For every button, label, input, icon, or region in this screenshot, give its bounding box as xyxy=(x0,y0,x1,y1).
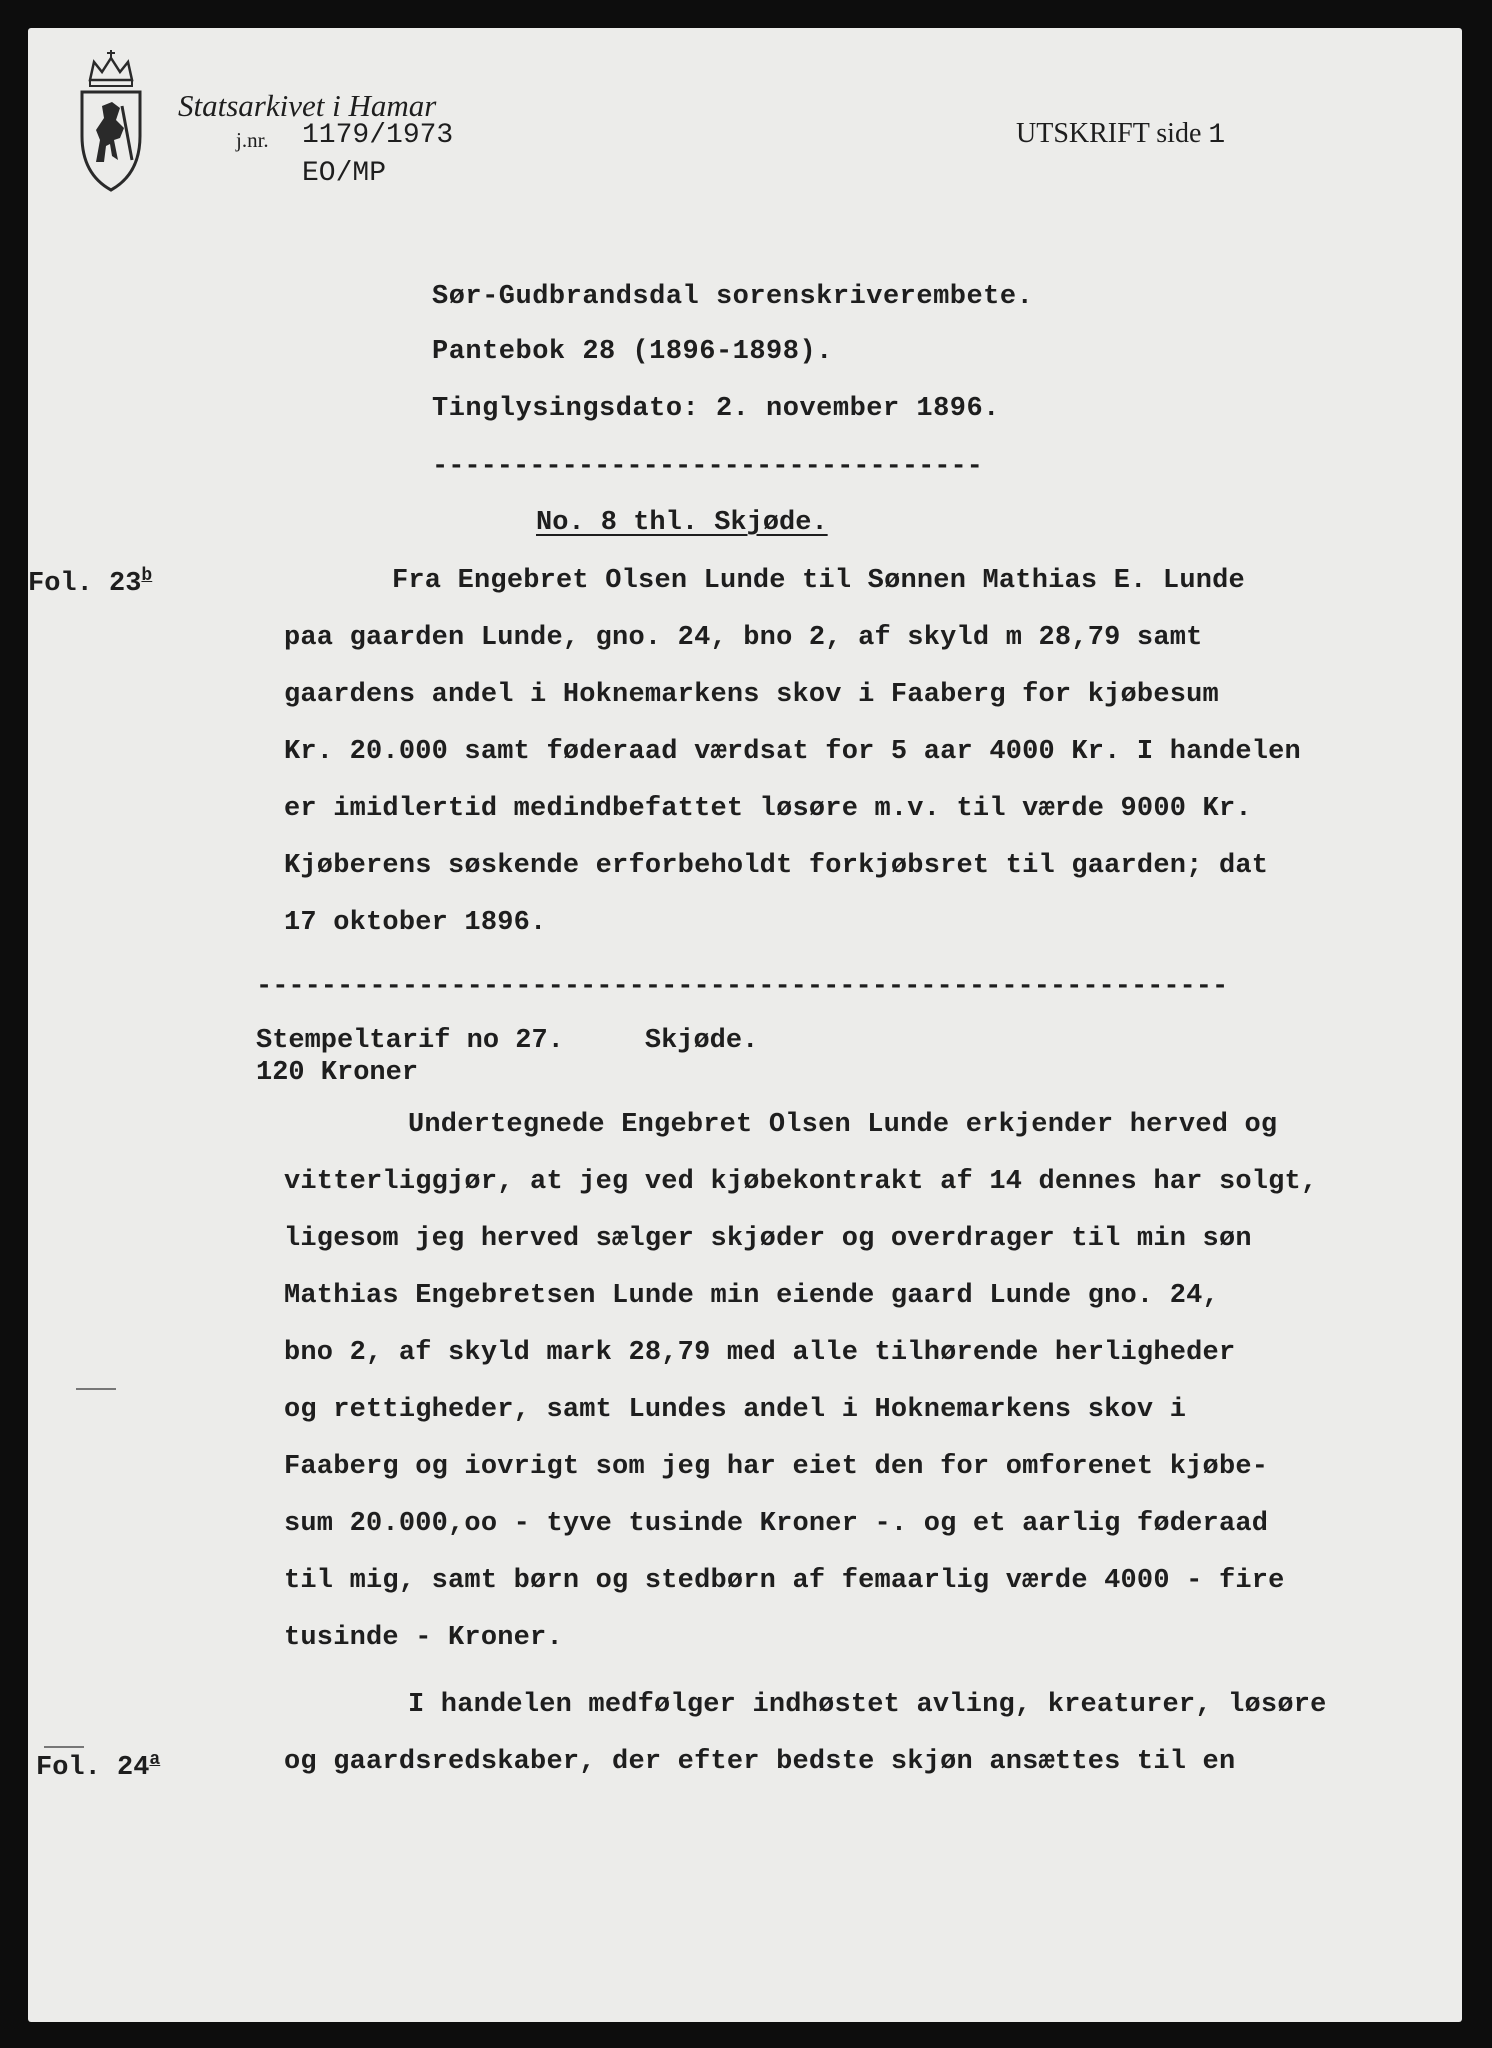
stamp-amount: 120 Kroner xyxy=(256,1058,419,1088)
deed-line: Undertegnede Engebret Olsen Lunde erkjender herved og xyxy=(408,1110,1278,1140)
entry-line: 17 oktober 1896. xyxy=(284,908,547,938)
registration-date: Tinglysingsdato: 2. november 1896. xyxy=(432,394,1000,424)
source-office: Sør-Gudbrandsdal sorenskriverembete. xyxy=(432,282,1034,312)
folio-main: Fol. 24 xyxy=(36,1753,150,1783)
utskrift-heading xyxy=(1016,118,1225,151)
entry-line: Kr. 20.000 samt føderaad værdsat for 5 aar 4000 Kr. I handelen xyxy=(284,737,1301,767)
journal-number-label: j.nr. xyxy=(236,128,269,152)
entry-title: No. 8 thl. Skjøde. xyxy=(536,508,828,538)
entry-line: er imidlertid medindbefattet løsøre m.v. til værde 9000 Kr. xyxy=(284,794,1252,824)
norwegian-coat-of-arms-icon xyxy=(76,44,146,194)
utskrift-label: UTSKRIFT side xyxy=(1016,118,1202,149)
case-initials: EO/MP xyxy=(302,158,387,189)
deed-line: tusinde - Kroner. xyxy=(284,1623,563,1653)
margin-mark xyxy=(44,1746,84,1748)
long-separator: ------------------------------------------------------------ xyxy=(256,972,1229,1002)
folio-sup: b xyxy=(141,566,153,586)
folio-main: Fol. 23 xyxy=(28,569,142,599)
source-book: Pantebok 28 (1896-1898). xyxy=(432,337,833,367)
short-separator: ---------------------------------- xyxy=(432,452,983,482)
deed-line: bno 2, af skyld mark 28,79 med alle tilhørende herligheder xyxy=(284,1338,1236,1368)
entry-line: Kjøberens søskende erforbeholdt forkjøbsret til gaarden; dat xyxy=(284,851,1269,881)
document-page xyxy=(28,28,1462,2022)
entry-line: gaardens andel i Hoknemarkens skov i Faaberg for kjøbesum xyxy=(284,680,1219,710)
page-number: 1 xyxy=(1208,120,1226,151)
margin-mark xyxy=(76,1388,116,1390)
deed-line: I handelen medfølger indhøstet avling, kreaturer, løsøre xyxy=(408,1690,1327,1720)
deed-line: til mig, samt børn og stedbørn af femaarlig værde 4000 - fire xyxy=(284,1566,1285,1596)
deed-line: Mathias Engebretsen Lunde min eiende gaard Lunde gno. 24, xyxy=(284,1281,1219,1311)
folio-sup: a xyxy=(149,1750,161,1770)
journal-number: 1179/1973 xyxy=(302,120,454,151)
deed-line: Faaberg og iovrigt som jeg har eiet den for omforenet kjøbe- xyxy=(284,1452,1269,1482)
deed-line: og gaardsredskaber, der efter bedste skjøn ansættes til en xyxy=(284,1747,1236,1777)
folio-marker-2 xyxy=(36,1750,160,1783)
deed-line: vitterliggjør, at jeg ved kjøbekontrakt af 14 dennes har solgt, xyxy=(284,1167,1318,1197)
archive-name: Statsarkivet i Hamar xyxy=(178,88,437,123)
deed-line: ligesom jeg herved sælger skjøder og overdrager til min søn xyxy=(284,1224,1252,1254)
stamp-tariff-line: Stempeltarif no 27. Skjøde. xyxy=(256,1026,759,1056)
folio-marker xyxy=(28,566,152,599)
deed-line: sum 20.000,oo - tyve tusinde Kroner -. og et aarlig føderaad xyxy=(284,1509,1269,1539)
entry-line: Fra Engebret Olsen Lunde til Sønnen Mathias E. Lunde xyxy=(392,566,1245,596)
entry-line: paa gaarden Lunde, gno. 24, bno 2, af skyld m 28,79 samt xyxy=(284,623,1203,653)
deed-line: og rettigheder, samt Lundes andel i Hoknemarkens skov i xyxy=(284,1395,1187,1425)
